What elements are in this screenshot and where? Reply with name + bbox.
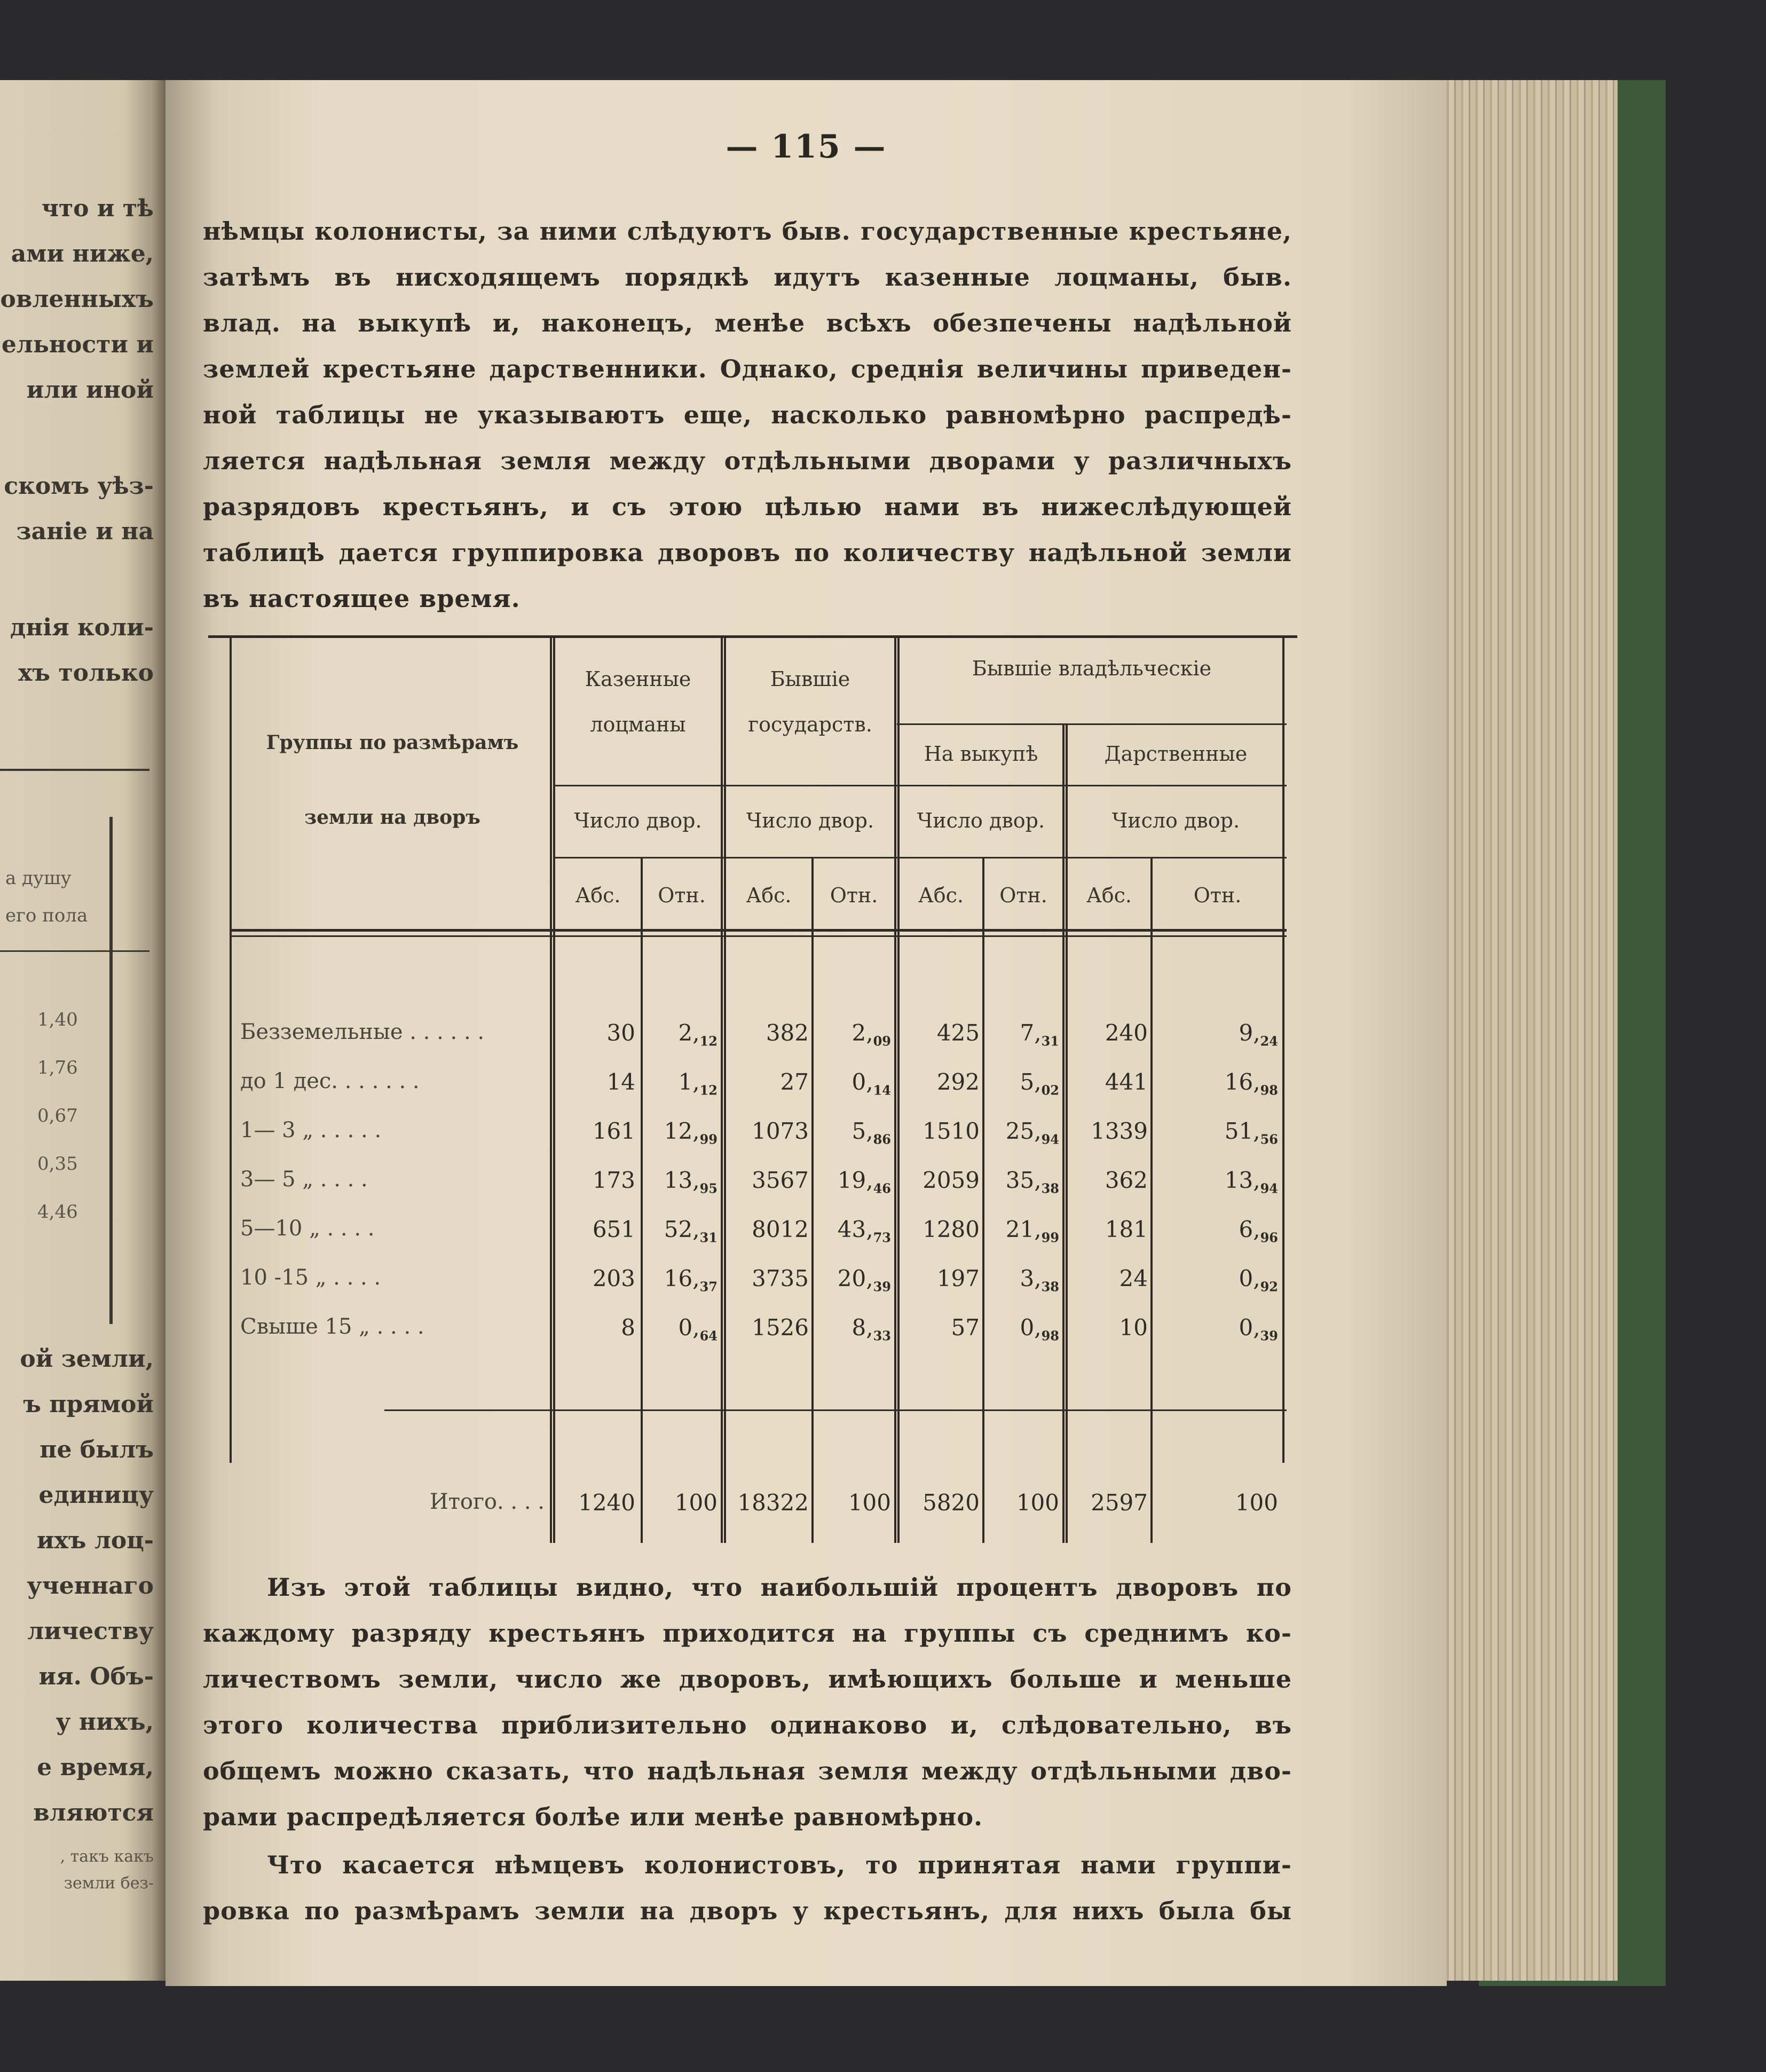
chislo-dvor-header: Число двор.	[1111, 809, 1240, 832]
table-vrule	[641, 857, 643, 1543]
text-line: разрядовъ крестьянъ, и съ этою цѣлью нами въ нижеслѣдующей	[203, 492, 1292, 521]
left-line: е время,	[37, 1754, 154, 1781]
left-line: овленныхъ	[0, 286, 154, 313]
otn-header: Отн.	[658, 884, 706, 907]
text-line: влад. на выкупѣ и, наконецъ, менѣе всѣхъ обезпечены надѣльной	[203, 309, 1292, 337]
table-cell: 292	[936, 1069, 980, 1095]
table-cell: $25,_{94}$	[1005, 1118, 1059, 1147]
left-line: ученнаго	[27, 1572, 154, 1600]
total-value: 2597	[1091, 1490, 1148, 1516]
left-line: ами ниже,	[11, 240, 154, 267]
left-table-head: а душу	[5, 868, 72, 889]
main-page	[165, 80, 1447, 1986]
row-label: 3— 5 „ . . . .	[240, 1167, 368, 1192]
table-top-rule	[208, 635, 1297, 638]
row-label: 10 -15 „ . . . .	[240, 1265, 381, 1290]
table-cell: 1280	[923, 1216, 980, 1242]
table-cell: $1,_{12}$	[678, 1069, 718, 1098]
table-cell: $7,_{31}$	[1020, 1020, 1059, 1049]
total-value: 100	[848, 1490, 891, 1516]
left-line: ой земли,	[20, 1345, 154, 1373]
total-value: 100	[1235, 1490, 1278, 1516]
abs-header: Абс.	[575, 884, 621, 907]
paragraph-3	[203, 1842, 1292, 1934]
table-cell: $13,_{95}$	[664, 1167, 718, 1196]
paragraph-1	[203, 208, 1292, 621]
left-line: или иной	[26, 376, 154, 404]
table-cell: 173	[592, 1167, 635, 1193]
row-label: 1— 3 „ . . . . .	[240, 1118, 382, 1143]
table-cell: $43,_{73}$	[837, 1216, 891, 1246]
text-line: ровка по размѣрамъ земли на дворъ у крестьянъ, для нихъ была бы	[203, 1896, 1292, 1925]
total-value: 100	[674, 1490, 718, 1516]
header-rule	[555, 785, 1287, 786]
text-line: этого количества приблизительно одинаково и, слѣдовательно, въ	[203, 1711, 1292, 1739]
left-line: ия. Объ-	[38, 1663, 154, 1690]
table-cell: $21,_{99}$	[1005, 1216, 1059, 1246]
table-cell: 197	[936, 1265, 980, 1291]
row-label: до 1 дес. . . . . . .	[240, 1069, 420, 1093]
left-line: что и тѣ	[41, 195, 154, 222]
page-number: — 115 —	[726, 128, 887, 166]
table-cell: 2059	[923, 1167, 980, 1193]
table-cell: $2,_{09}$	[852, 1020, 891, 1049]
left-line: днія коли-	[10, 614, 154, 641]
otn-header: Отн.	[830, 884, 878, 907]
left-table-value: 0,35	[37, 1153, 78, 1175]
text-line: нѣмцы колонисты, за ними слѣдуютъ быв. государственные крестьяне,	[203, 217, 1292, 246]
row-label: 5—10 „ . . . .	[240, 1216, 375, 1241]
table-cell: $52,_{31}$	[664, 1216, 718, 1246]
left-page	[0, 80, 165, 1981]
total-value: 100	[1016, 1490, 1059, 1516]
col-na-vykupe: На выкупѣ	[924, 742, 1038, 766]
table-cell: 24	[1119, 1265, 1148, 1291]
left-table-value: 1,76	[37, 1057, 78, 1078]
chislo-dvor-header: Число двор.	[917, 809, 1045, 832]
total-value: 1240	[578, 1490, 635, 1516]
table-vrule	[230, 635, 232, 1463]
header-bottom-rule	[230, 929, 1287, 932]
left-table-vrule	[109, 817, 113, 1324]
table-cell: 441	[1105, 1069, 1148, 1095]
row-label: Свыше 15 „ . . . .	[240, 1314, 424, 1339]
table-cell: $19,_{46}$	[837, 1167, 891, 1196]
text-line: Изъ этой таблицы видно, что наибольшій процентъ дворовъ по	[267, 1573, 1292, 1602]
table-cell: $9,_{24}$	[1239, 1020, 1278, 1049]
left-line: хъ только	[18, 659, 154, 687]
left-table-head: его пола	[5, 905, 88, 926]
table-cell: 14	[606, 1069, 635, 1095]
left-line: единицу	[38, 1482, 154, 1509]
table-cell: $3,_{38}$	[1020, 1265, 1059, 1295]
left-line: заніе и на	[16, 518, 154, 545]
text-line: ляется надѣльная земля между отдѣльными дворами у различныхъ	[203, 446, 1292, 475]
total-label: Итого. . . .	[429, 1490, 545, 1514]
left-table-rule	[0, 769, 149, 771]
table-cell: 651	[592, 1216, 635, 1242]
text-line: затѣмъ въ нисходящемъ порядкѣ идутъ казенные лоцманы, быв.	[203, 263, 1292, 292]
table-cell: $5,_{02}$	[1020, 1069, 1059, 1098]
table-cell: $13,_{94}$	[1224, 1167, 1278, 1196]
left-table-value: 1,40	[37, 1009, 78, 1030]
otn-header: Отн.	[999, 884, 1047, 907]
text-line: личествомъ земли, число же дворовъ, имѣющихъ больше и меньше	[203, 1665, 1292, 1693]
left-footnote-line: , такъ какъ	[60, 1847, 154, 1866]
left-line: у нихъ,	[56, 1708, 154, 1736]
text-line: общемъ можно сказать, что надѣльная земля между отдѣльными дво-	[203, 1756, 1292, 1785]
table-cell: 425	[936, 1020, 980, 1046]
table-cell: 57	[951, 1314, 980, 1341]
header-rule	[555, 857, 1287, 858]
table-cell: 8012	[752, 1216, 809, 1242]
col-byvshie-gos: Бывшіе	[770, 667, 850, 691]
text-line: рами распредѣляется болѣе или менѣе равномѣрно.	[203, 1802, 983, 1831]
table-cell: 1339	[1091, 1118, 1148, 1144]
table-vrule	[1150, 857, 1153, 1543]
table-cell: 3567	[752, 1167, 809, 1193]
text-line: землей крестьяне дарственники. Однако, среднія величины приведен-	[203, 354, 1292, 383]
col-kazennye: Казенные	[585, 667, 691, 691]
col-byvshie-vlad: Бывшіе владѣльческіе	[972, 657, 1212, 680]
left-line: личеству	[27, 1618, 154, 1645]
table-cell: $8,_{33}$	[852, 1314, 891, 1344]
table-cell: 203	[592, 1265, 635, 1291]
paragraph-2	[203, 1564, 1292, 1840]
table-cell: 8	[621, 1314, 635, 1341]
table-cell: 382	[766, 1020, 809, 1046]
table-vrule	[982, 857, 984, 1543]
left-line: пе былъ	[40, 1436, 154, 1463]
table-cell: 362	[1105, 1167, 1148, 1193]
table-cell: 1526	[752, 1314, 809, 1341]
table-cell: $16,_{37}$	[664, 1265, 718, 1295]
table-vrule	[811, 857, 814, 1543]
text-line: Что касается нѣмцевъ колонистовъ, то принятая нами группи-	[267, 1850, 1292, 1879]
table-cell: $5,_{86}$	[852, 1118, 891, 1147]
left-table-rule	[0, 950, 149, 952]
group-header: земли на дворъ	[304, 806, 480, 829]
left-footnote-line: земли без-	[64, 1874, 154, 1893]
page-stack-edges	[1441, 80, 1618, 1981]
group-header: Группы по размѣрамъ	[266, 731, 519, 754]
table-cell: $12,_{99}$	[664, 1118, 718, 1147]
table-cell: $35,_{38}$	[1005, 1167, 1059, 1196]
left-line: ъ прямой	[23, 1391, 154, 1418]
header-rule	[897, 723, 1287, 725]
table-cell: 30	[606, 1020, 635, 1046]
col-kazennye: лоцманы	[590, 713, 686, 736]
table-cell: $0,_{14}$	[852, 1069, 891, 1098]
table-cell: $0,_{64}$	[678, 1314, 718, 1344]
table-cell: 161	[592, 1118, 635, 1144]
table-cell: $0,_{39}$	[1239, 1314, 1278, 1344]
text-line: таблицѣ дается группировка дворовъ по количеству надѣльной земли	[203, 538, 1292, 567]
left-table-value: 4,46	[37, 1201, 78, 1223]
left-table-value: 0,67	[37, 1105, 78, 1126]
table-cell: $2,_{12}$	[678, 1020, 718, 1049]
header-bottom-rule	[230, 935, 1287, 937]
left-line: ельности и	[1, 331, 154, 358]
row-label: Безземельные . . . . . .	[240, 1020, 485, 1044]
table-cell: 181	[1105, 1216, 1148, 1242]
text-line: въ настоящее время.	[203, 584, 521, 613]
col-byvshie-gos: государств.	[748, 713, 872, 736]
table-cell: 240	[1105, 1020, 1148, 1046]
left-line: скомъ уѣз-	[4, 472, 154, 500]
text-line: ной таблицы не указываютъ еще, насколько равномѣрно распредѣ-	[203, 400, 1292, 429]
left-line: ихъ лоц-	[36, 1527, 154, 1554]
table-cell: $51,_{56}$	[1224, 1118, 1278, 1147]
chislo-dvor-header: Число двор.	[746, 809, 874, 832]
table-cell: 1073	[752, 1118, 809, 1144]
table-cell: 27	[780, 1069, 809, 1095]
table-cell: $0,_{98}$	[1020, 1314, 1059, 1344]
table-cell: 3735	[752, 1265, 809, 1291]
table-cell: $16,_{98}$	[1224, 1069, 1278, 1098]
land-distribution-table	[208, 635, 1297, 1543]
total-value: 5820	[923, 1490, 980, 1516]
left-line: вляются	[33, 1799, 154, 1826]
table-cell: 10	[1119, 1314, 1148, 1341]
otn-header: Отн.	[1193, 884, 1242, 907]
col-darstvennye: Дарственные	[1104, 742, 1248, 766]
abs-header: Абс.	[1086, 884, 1132, 907]
table-cell: 1510	[923, 1118, 980, 1144]
total-value: 18322	[737, 1490, 809, 1516]
table-cell: $20,_{39}$	[837, 1265, 891, 1295]
text-line: каждому разряду крестьянъ приходится на группы съ среднимъ ко-	[203, 1619, 1292, 1648]
table-cell: $0,_{92}$	[1239, 1265, 1278, 1295]
chislo-dvor-header: Число двор.	[574, 809, 702, 832]
abs-header: Абс.	[918, 884, 964, 907]
abs-header: Абс.	[746, 884, 792, 907]
table-cell: $6,_{96}$	[1239, 1216, 1278, 1246]
